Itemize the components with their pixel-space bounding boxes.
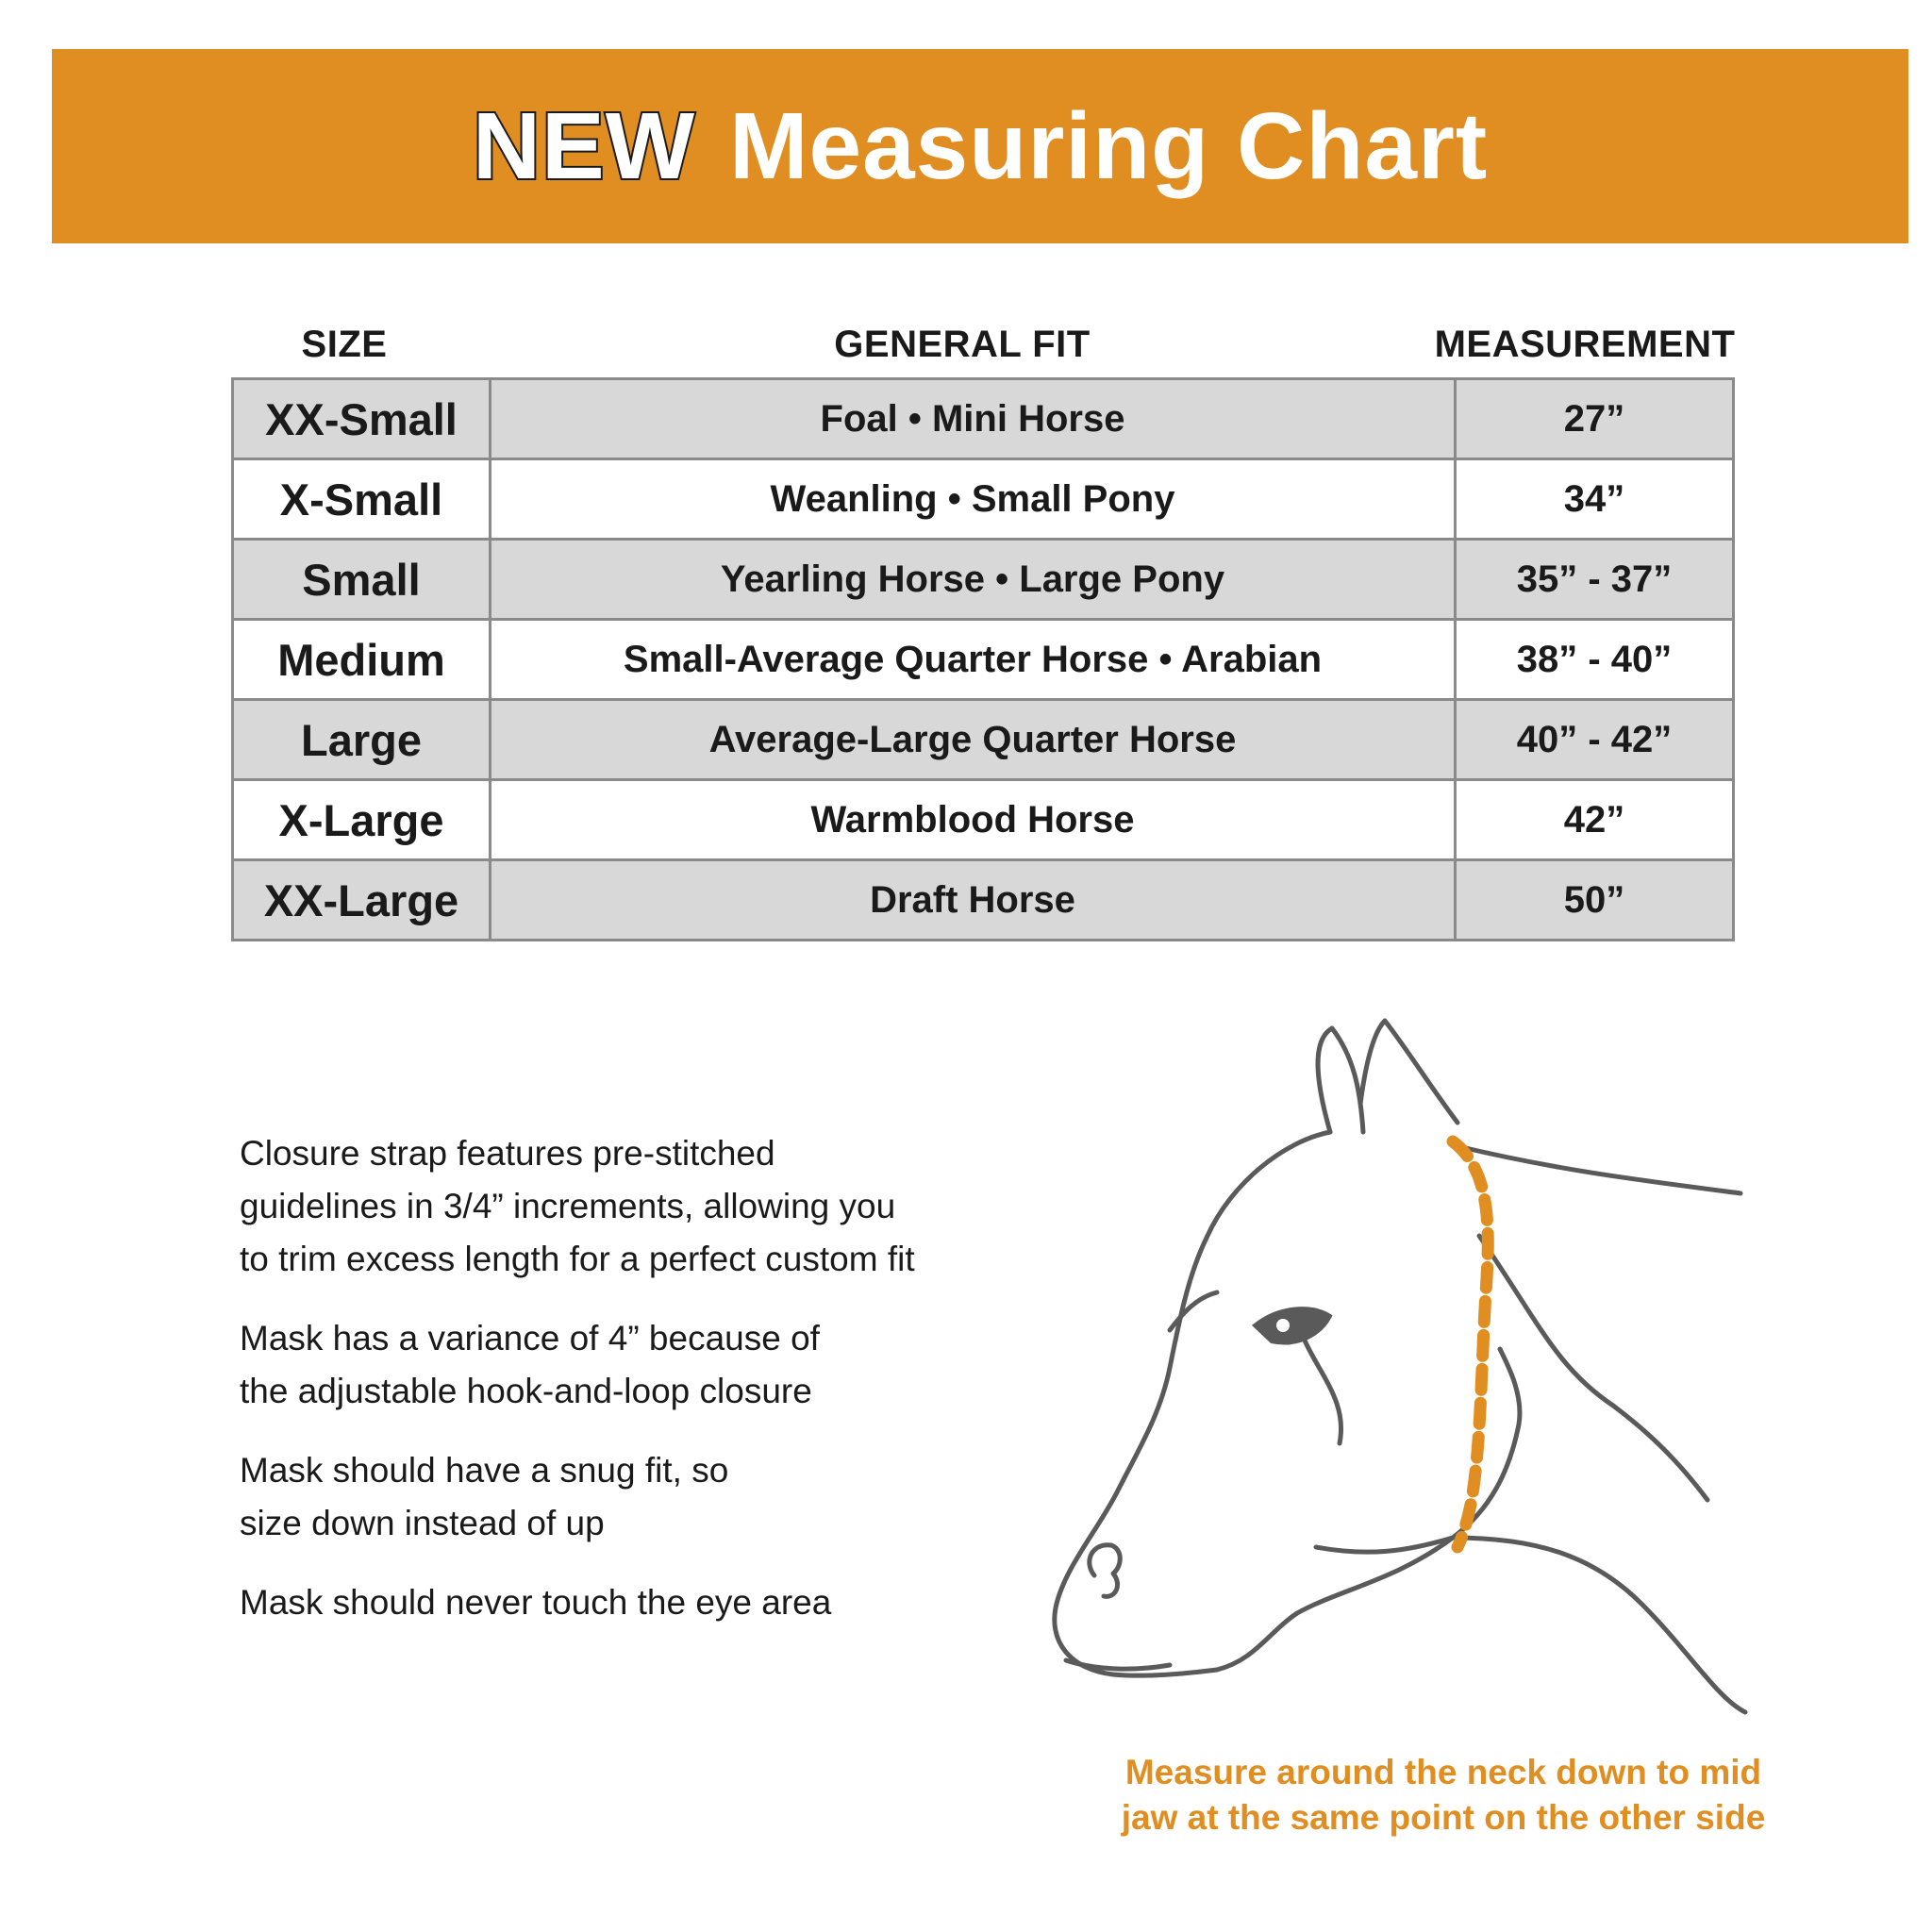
measurement-cell: 40” - 42” bbox=[1456, 700, 1734, 780]
table-row bbox=[233, 860, 1734, 941]
column-header-measurement: MEASUREMENT bbox=[1434, 324, 1736, 365]
measurement-cell: 34” bbox=[1456, 459, 1734, 540]
neck-back bbox=[1479, 1236, 1707, 1500]
nostril-shape bbox=[1090, 1545, 1120, 1597]
fit-cell: Draft Horse bbox=[491, 860, 1456, 941]
measure-caption: Measure around the neck down to mid jaw at the same point on the other side bbox=[1121, 1753, 1766, 1837]
size-cell: X-Small bbox=[233, 459, 491, 540]
column-header-size: SIZE bbox=[301, 324, 388, 365]
fit-cell: Small-Average Quarter Horse • Arabian bbox=[491, 620, 1456, 700]
note-variance: Mask has a variance of 4” because of the adjustable hook-and-loop closure bbox=[240, 1319, 820, 1410]
measurement-cell: 50” bbox=[1456, 860, 1734, 941]
header-banner bbox=[52, 49, 1908, 243]
face-outline bbox=[1055, 1132, 1330, 1675]
mane-line bbox=[1457, 1146, 1740, 1193]
measure-line bbox=[1453, 1141, 1488, 1547]
fit-cell: Weanling • Small Pony bbox=[491, 459, 1456, 540]
eye-icon bbox=[1255, 1308, 1330, 1342]
measurement-cell: 27” bbox=[1456, 379, 1734, 459]
size-table bbox=[231, 377, 1735, 941]
table-row bbox=[233, 379, 1734, 459]
table-row bbox=[233, 620, 1734, 700]
title-new: NEW bbox=[472, 93, 696, 199]
fit-notes bbox=[240, 1127, 1070, 1656]
ear-right-shape bbox=[1360, 1021, 1457, 1123]
note-closure-strap: Closure strap features pre-stitched guidelines in 3/4” increments, allowing you to trim excess length for a perfect custom fit bbox=[240, 1134, 915, 1278]
measurement-cell: 35” - 37” bbox=[1456, 540, 1734, 620]
size-cell: X-Large bbox=[233, 780, 491, 860]
table-column-headers bbox=[0, 321, 1932, 368]
measurement-cell: 38” - 40” bbox=[1456, 620, 1734, 700]
page-title bbox=[472, 93, 1489, 199]
size-cell: Small bbox=[233, 540, 491, 620]
ear-left-shape bbox=[1318, 1028, 1363, 1132]
fit-cell: Warmblood Horse bbox=[491, 780, 1456, 860]
table-row bbox=[233, 540, 1734, 620]
note-eye-area: Mask should never touch the eye area bbox=[240, 1583, 832, 1622]
note-snug-fit: Mask should have a snug fit, so size down instead of up bbox=[240, 1451, 729, 1542]
size-cell: Large bbox=[233, 700, 491, 780]
size-cell: XX-Large bbox=[233, 860, 491, 941]
size-cell: XX-Small bbox=[233, 379, 491, 459]
throat-line bbox=[1453, 1538, 1745, 1712]
fit-cell: Yearling Horse • Large Pony bbox=[491, 540, 1456, 620]
horse-head-icon bbox=[1028, 1009, 1764, 1726]
fit-cell: Foal • Mini Horse bbox=[491, 379, 1456, 459]
table-row bbox=[233, 700, 1734, 780]
table-row bbox=[233, 459, 1734, 540]
size-cell: Medium bbox=[233, 620, 491, 700]
measurement-cell: 42” bbox=[1456, 780, 1734, 860]
brow-line bbox=[1170, 1292, 1217, 1330]
fit-cell: Average-Large Quarter Horse bbox=[491, 700, 1456, 780]
column-header-general-fit: GENERAL FIT bbox=[834, 324, 1091, 365]
title-main: Measuring Chart bbox=[729, 93, 1489, 199]
table-row bbox=[233, 780, 1734, 860]
